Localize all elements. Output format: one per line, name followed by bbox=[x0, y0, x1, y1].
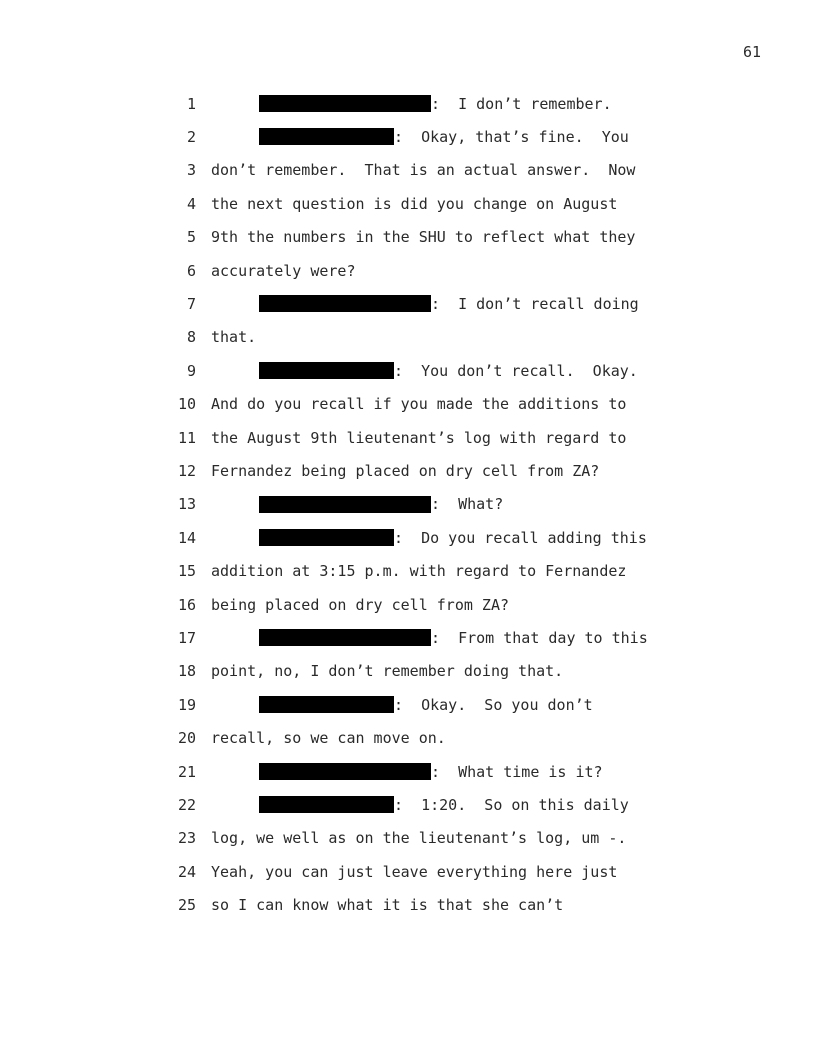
redacted-name bbox=[259, 629, 431, 646]
line-text bbox=[211, 328, 256, 346]
line-text-content: point, no, I don’t remember doing that. bbox=[211, 662, 564, 681]
transcript-line bbox=[0, 120, 816, 153]
line-number: 24 bbox=[177, 862, 196, 881]
line-text-content: Yeah, you can just leave everything here just bbox=[211, 862, 618, 881]
line-text-content: : 1:20. So on this daily bbox=[394, 795, 629, 814]
speaker-line bbox=[259, 295, 639, 313]
line-text-content: that. bbox=[211, 328, 257, 347]
line-text-content: : From that day to this bbox=[431, 628, 648, 647]
line-number: 23 bbox=[177, 829, 196, 848]
line-number: 10 bbox=[177, 395, 196, 414]
line-number: 17 bbox=[177, 628, 196, 647]
line-number: 6 bbox=[186, 261, 196, 280]
redacted-name bbox=[259, 696, 394, 713]
speaker-line bbox=[259, 95, 612, 113]
line-number: 9 bbox=[186, 361, 196, 380]
redacted-name bbox=[259, 796, 394, 813]
line-number: 11 bbox=[177, 428, 196, 447]
line-text bbox=[211, 896, 563, 914]
line-text-content: : Okay. So you don’t bbox=[394, 695, 593, 714]
line-number: 15 bbox=[177, 562, 196, 581]
line-text-content: : You don’t recall. Okay. bbox=[394, 361, 638, 380]
speaker-line bbox=[259, 796, 629, 814]
transcript-line bbox=[0, 788, 816, 821]
transcript-line bbox=[0, 354, 816, 387]
line-number: 14 bbox=[177, 528, 196, 547]
speaker-line bbox=[259, 763, 603, 781]
line-number: 3 bbox=[186, 161, 196, 180]
line-text bbox=[211, 562, 626, 580]
speaker-line bbox=[259, 529, 647, 547]
speaker-line bbox=[259, 362, 638, 380]
line-text-content: And do you recall if you made the additions to bbox=[211, 395, 627, 414]
transcript-line bbox=[0, 488, 816, 521]
transcript-line bbox=[0, 621, 816, 654]
transcript-line bbox=[0, 688, 816, 721]
line-text bbox=[211, 662, 563, 680]
redacted-name bbox=[259, 496, 431, 513]
line-text bbox=[211, 462, 599, 480]
line-text-content: : What time is it? bbox=[431, 762, 603, 781]
line-text-content: the next question is did you change on August bbox=[211, 194, 618, 213]
transcript-line bbox=[0, 722, 816, 755]
line-text bbox=[211, 195, 617, 213]
line-text bbox=[211, 161, 635, 179]
line-text-content: Fernandez being placed on dry cell from ZA? bbox=[211, 461, 600, 480]
line-text-content: : What? bbox=[431, 495, 504, 514]
line-number: 18 bbox=[177, 662, 196, 681]
line-number: 5 bbox=[186, 228, 196, 247]
line-text-content: log, we well as on the lieutenant’s log, um -. bbox=[211, 829, 627, 848]
speaker-line bbox=[259, 629, 648, 647]
line-number: 21 bbox=[177, 762, 196, 781]
page-number: 61 bbox=[742, 43, 761, 61]
line-text bbox=[211, 262, 356, 280]
line-text bbox=[211, 596, 509, 614]
speaker-line bbox=[259, 128, 629, 146]
line-number: 1 bbox=[186, 94, 196, 113]
line-text-content: : Okay, that’s fine. You bbox=[394, 127, 629, 146]
transcript-line bbox=[0, 421, 816, 454]
transcript-line bbox=[0, 822, 816, 855]
line-number: 20 bbox=[177, 729, 196, 748]
redacted-name bbox=[259, 763, 431, 780]
transcript-line bbox=[0, 855, 816, 888]
line-text bbox=[211, 395, 626, 413]
speaker-line bbox=[259, 696, 593, 714]
transcript-line bbox=[0, 287, 816, 320]
line-text-content: accurately were? bbox=[211, 261, 356, 280]
line-text bbox=[211, 228, 635, 246]
redacted-name bbox=[259, 95, 431, 112]
line-number: 12 bbox=[177, 461, 196, 480]
line-text-content: : I don’t remember. bbox=[431, 94, 612, 113]
transcript-line bbox=[0, 221, 816, 254]
line-text-content: don’t remember. That is an actual answer. Now bbox=[211, 161, 636, 180]
transcript-line bbox=[0, 87, 816, 120]
transcript-line bbox=[0, 454, 816, 487]
redacted-name bbox=[259, 295, 431, 312]
line-number: 4 bbox=[186, 194, 196, 213]
transcript-line bbox=[0, 889, 816, 922]
line-text-content: being placed on dry cell from ZA? bbox=[211, 595, 510, 614]
line-number: 2 bbox=[186, 127, 196, 146]
transcript-line bbox=[0, 755, 816, 788]
line-number: 19 bbox=[177, 695, 196, 714]
line-text-content: : Do you recall adding this bbox=[394, 528, 647, 547]
redacted-name bbox=[259, 362, 394, 379]
line-text-content: : I don’t recall doing bbox=[431, 294, 639, 313]
speaker-line bbox=[259, 495, 503, 513]
line-number: 7 bbox=[186, 294, 196, 313]
transcript-line bbox=[0, 254, 816, 287]
line-text-content: so I can know what it is that she can’t bbox=[211, 896, 564, 915]
line-number: 16 bbox=[177, 595, 196, 614]
line-number: 22 bbox=[177, 795, 196, 814]
line-text-content: recall, so we can move on. bbox=[211, 729, 446, 748]
transcript-line bbox=[0, 521, 816, 554]
line-text bbox=[211, 729, 446, 747]
transcript-line bbox=[0, 388, 816, 421]
line-number: 13 bbox=[177, 495, 196, 514]
transcript-line bbox=[0, 154, 816, 187]
line-text-content: addition at 3:15 p.m. with regard to Fernandez bbox=[211, 562, 627, 581]
line-number: 8 bbox=[186, 328, 196, 347]
transcript-line bbox=[0, 321, 816, 354]
line-text bbox=[211, 863, 617, 881]
line-text-content: 9th the numbers in the SHU to reflect what they bbox=[211, 228, 636, 247]
transcript-line bbox=[0, 588, 816, 621]
line-text bbox=[211, 429, 626, 447]
transcript-line bbox=[0, 555, 816, 588]
line-text-content: the August 9th lieutenant’s log with regard to bbox=[211, 428, 627, 447]
transcript-line bbox=[0, 187, 816, 220]
transcript-line bbox=[0, 655, 816, 688]
redacted-name bbox=[259, 128, 394, 145]
line-number: 25 bbox=[177, 896, 196, 915]
line-text bbox=[211, 829, 626, 847]
redacted-name bbox=[259, 529, 394, 546]
